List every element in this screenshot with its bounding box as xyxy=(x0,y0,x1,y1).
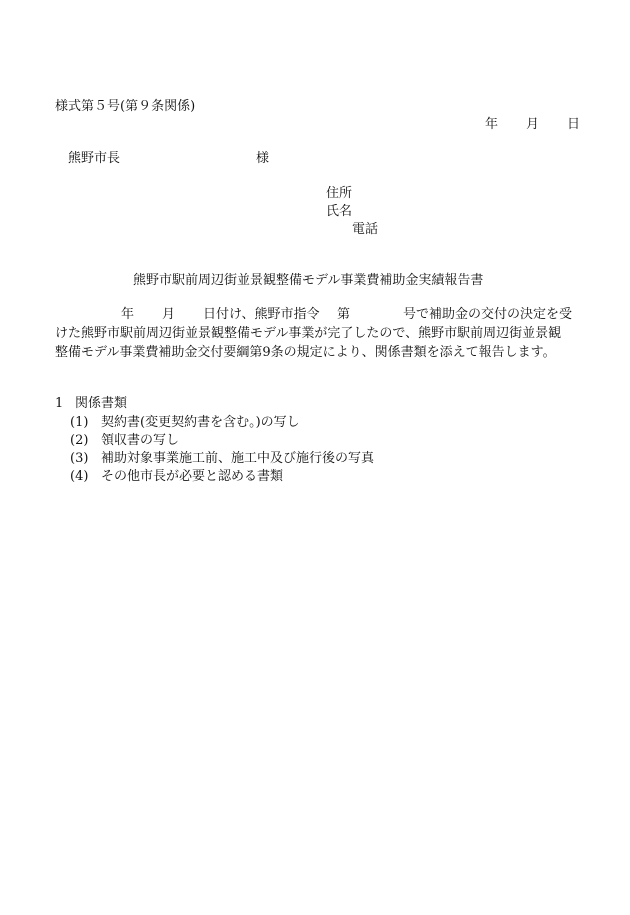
ref-year: 年 xyxy=(121,307,135,322)
item-number: (2) xyxy=(70,433,89,448)
date-year: 年 xyxy=(485,117,499,132)
ref-month: 月 xyxy=(162,307,176,322)
date-day: 日 xyxy=(567,117,581,132)
address-label: 住所 xyxy=(326,186,353,201)
ref-day: 日付け、熊野市指令 xyxy=(203,307,320,322)
item-number: (4) xyxy=(70,469,89,484)
item-text: その他市長が必要と認める書類 xyxy=(101,469,284,484)
addressee-honorific: 様 xyxy=(256,151,270,166)
ref-dai: 第 xyxy=(337,307,351,322)
item-number: (1) xyxy=(70,415,89,430)
item-number: (3) xyxy=(70,451,89,466)
name-label: 氏名 xyxy=(326,204,353,219)
addressee-name: 熊野市長 xyxy=(68,151,121,166)
section-heading: 関係書類 xyxy=(75,396,128,411)
phone-label: 電話 xyxy=(352,222,379,237)
item-text: 領収書の写し xyxy=(101,433,180,448)
section-number: 1 xyxy=(55,396,64,411)
body-line-3: 整備モデル事業費補助金交付要綱第9条の規定により、関係書類を添えて報告します。 xyxy=(55,345,556,360)
document-title: 熊野市駅前周辺街並景観整備モデル事業費補助金実績報告書 xyxy=(133,273,484,288)
ref-go: 号で補助金の交付の決定を受 xyxy=(403,307,573,322)
item-text: 契約書(変更契約書を含む。)の写し xyxy=(101,415,300,430)
body-line-2: けた熊野市駅前周辺街並景観整備モデル事業が完了したので、熊野市駅前周辺街並景観 xyxy=(55,326,562,341)
item-text: 補助対象事業施工前、施工中及び施行後の写真 xyxy=(101,451,375,466)
date-month: 月 xyxy=(526,117,540,132)
form-label: 様式第５号(第９条関係) xyxy=(55,99,196,114)
